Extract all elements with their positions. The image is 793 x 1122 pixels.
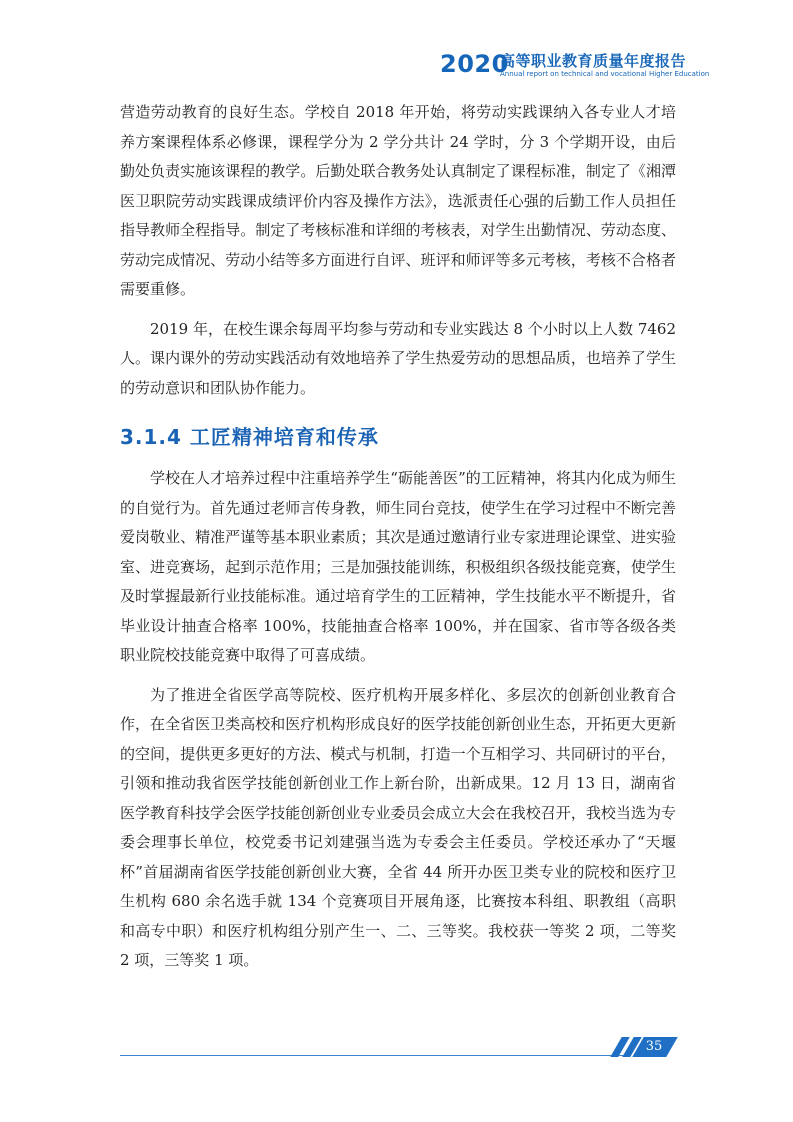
page-body bbox=[120, 98, 676, 976]
footer-rule bbox=[120, 1055, 630, 1056]
paragraph-labor-stats: 2019 年，在校生课余每周平均参与劳动和专业实践达 8 个小时以上人数 7462 人。课内课外的劳动实践活动有效地培养了学生热爱劳动的思想品质，也培养了学生的劳动意识和团队协作能力。 bbox=[120, 319, 676, 397]
report-subtitle: Annual report on technical and vocational Higher Education bbox=[500, 70, 710, 78]
page-number: 35 bbox=[645, 1039, 663, 1054]
report-title: 高等职业教育质量年度报告 bbox=[500, 52, 687, 70]
paragraph-labor-education: 营造劳动教育的良好生态。学校自 2018 年开始，将劳动实践课纳入各专业人才培养方案课程体系必修课，课程学分为 2 学分共计 24 学时，分 3 个学期开设，由后勤处负责实施该课程的教学。后勤处联合教务处认真制定了课程标准，制定了《湘潭医卫职院劳动实践课成绩评价内容及操作方法》，选派责任心强的后勤工作人员担任指导教师全程指导。制定了考核标准和详细的考核表，对学生出勤情况、劳动态度、劳动完成情况、劳动小结等多方面进行自评、班评和师评等多元考核，考核不合格者需要重修。 bbox=[120, 103, 676, 298]
paragraph-craftsman-spirit: 学校在人才培养过程中注重培养学生“砺能善医”的工匠精神，将其内化成为师生的自觉行为。首先通过老师言传身教，师生同台竞技，使学生在学习过程中不断完善爱岗敬业、精准严谨等基本职业素质；其次是通过邀请行业专家进理论课堂、进实验室、进竞赛场，起到示范作用；三是加强技能训练，积极组织各级技能竞赛，使学生及时掌握最新行业技能标准。通过培育学生的工匠精神，学生技能水平不断提升，省毕业设计抽查合格率 100%，技能抽查合格率 100%，并在国家、省市等各级各类职业院校技能竞赛中取得了可喜成绩。 bbox=[120, 469, 676, 664]
page-header bbox=[0, 0, 793, 90]
section-heading: 3.1.4 工匠精神培育和传承 bbox=[120, 425, 379, 449]
report-year: 2020 bbox=[440, 50, 509, 78]
paragraph-innovation-competition: 为了推进全省医学高等院校、医疗机构开展多样化、多层次的创新创业教育合作，在全省医卫类高校和医疗机构形成良好的医学技能创新创业生态，开拓更大更新的空间，提供更多更好的方法、模式与机制，打造一个互相学习、共同研讨的平台，引领和推动我省医学技能创新创业工作上新台阶，出新成果。12 月 13 日，湖南省医学教育科技学会医学技能创新创业专业委员会成立大会在我校召开，我校当选为专委会理事长单位，校党委书记刘建强当选为专委会主任委员。学校还承办了“天堰杯”首届湖南省医学技能创新创业大赛，全省 44 所开办医卫类专业的院校和医疗卫生机构 680 余名选手就 134 个竞赛项目开展角逐，比赛按本科组、职教组（高职和高专中职）和医疗机构组分别产生一、二、三等奖。我校获一等奖 2 项，二等奖 2 项，三等奖 1 项。 bbox=[120, 685, 676, 969]
